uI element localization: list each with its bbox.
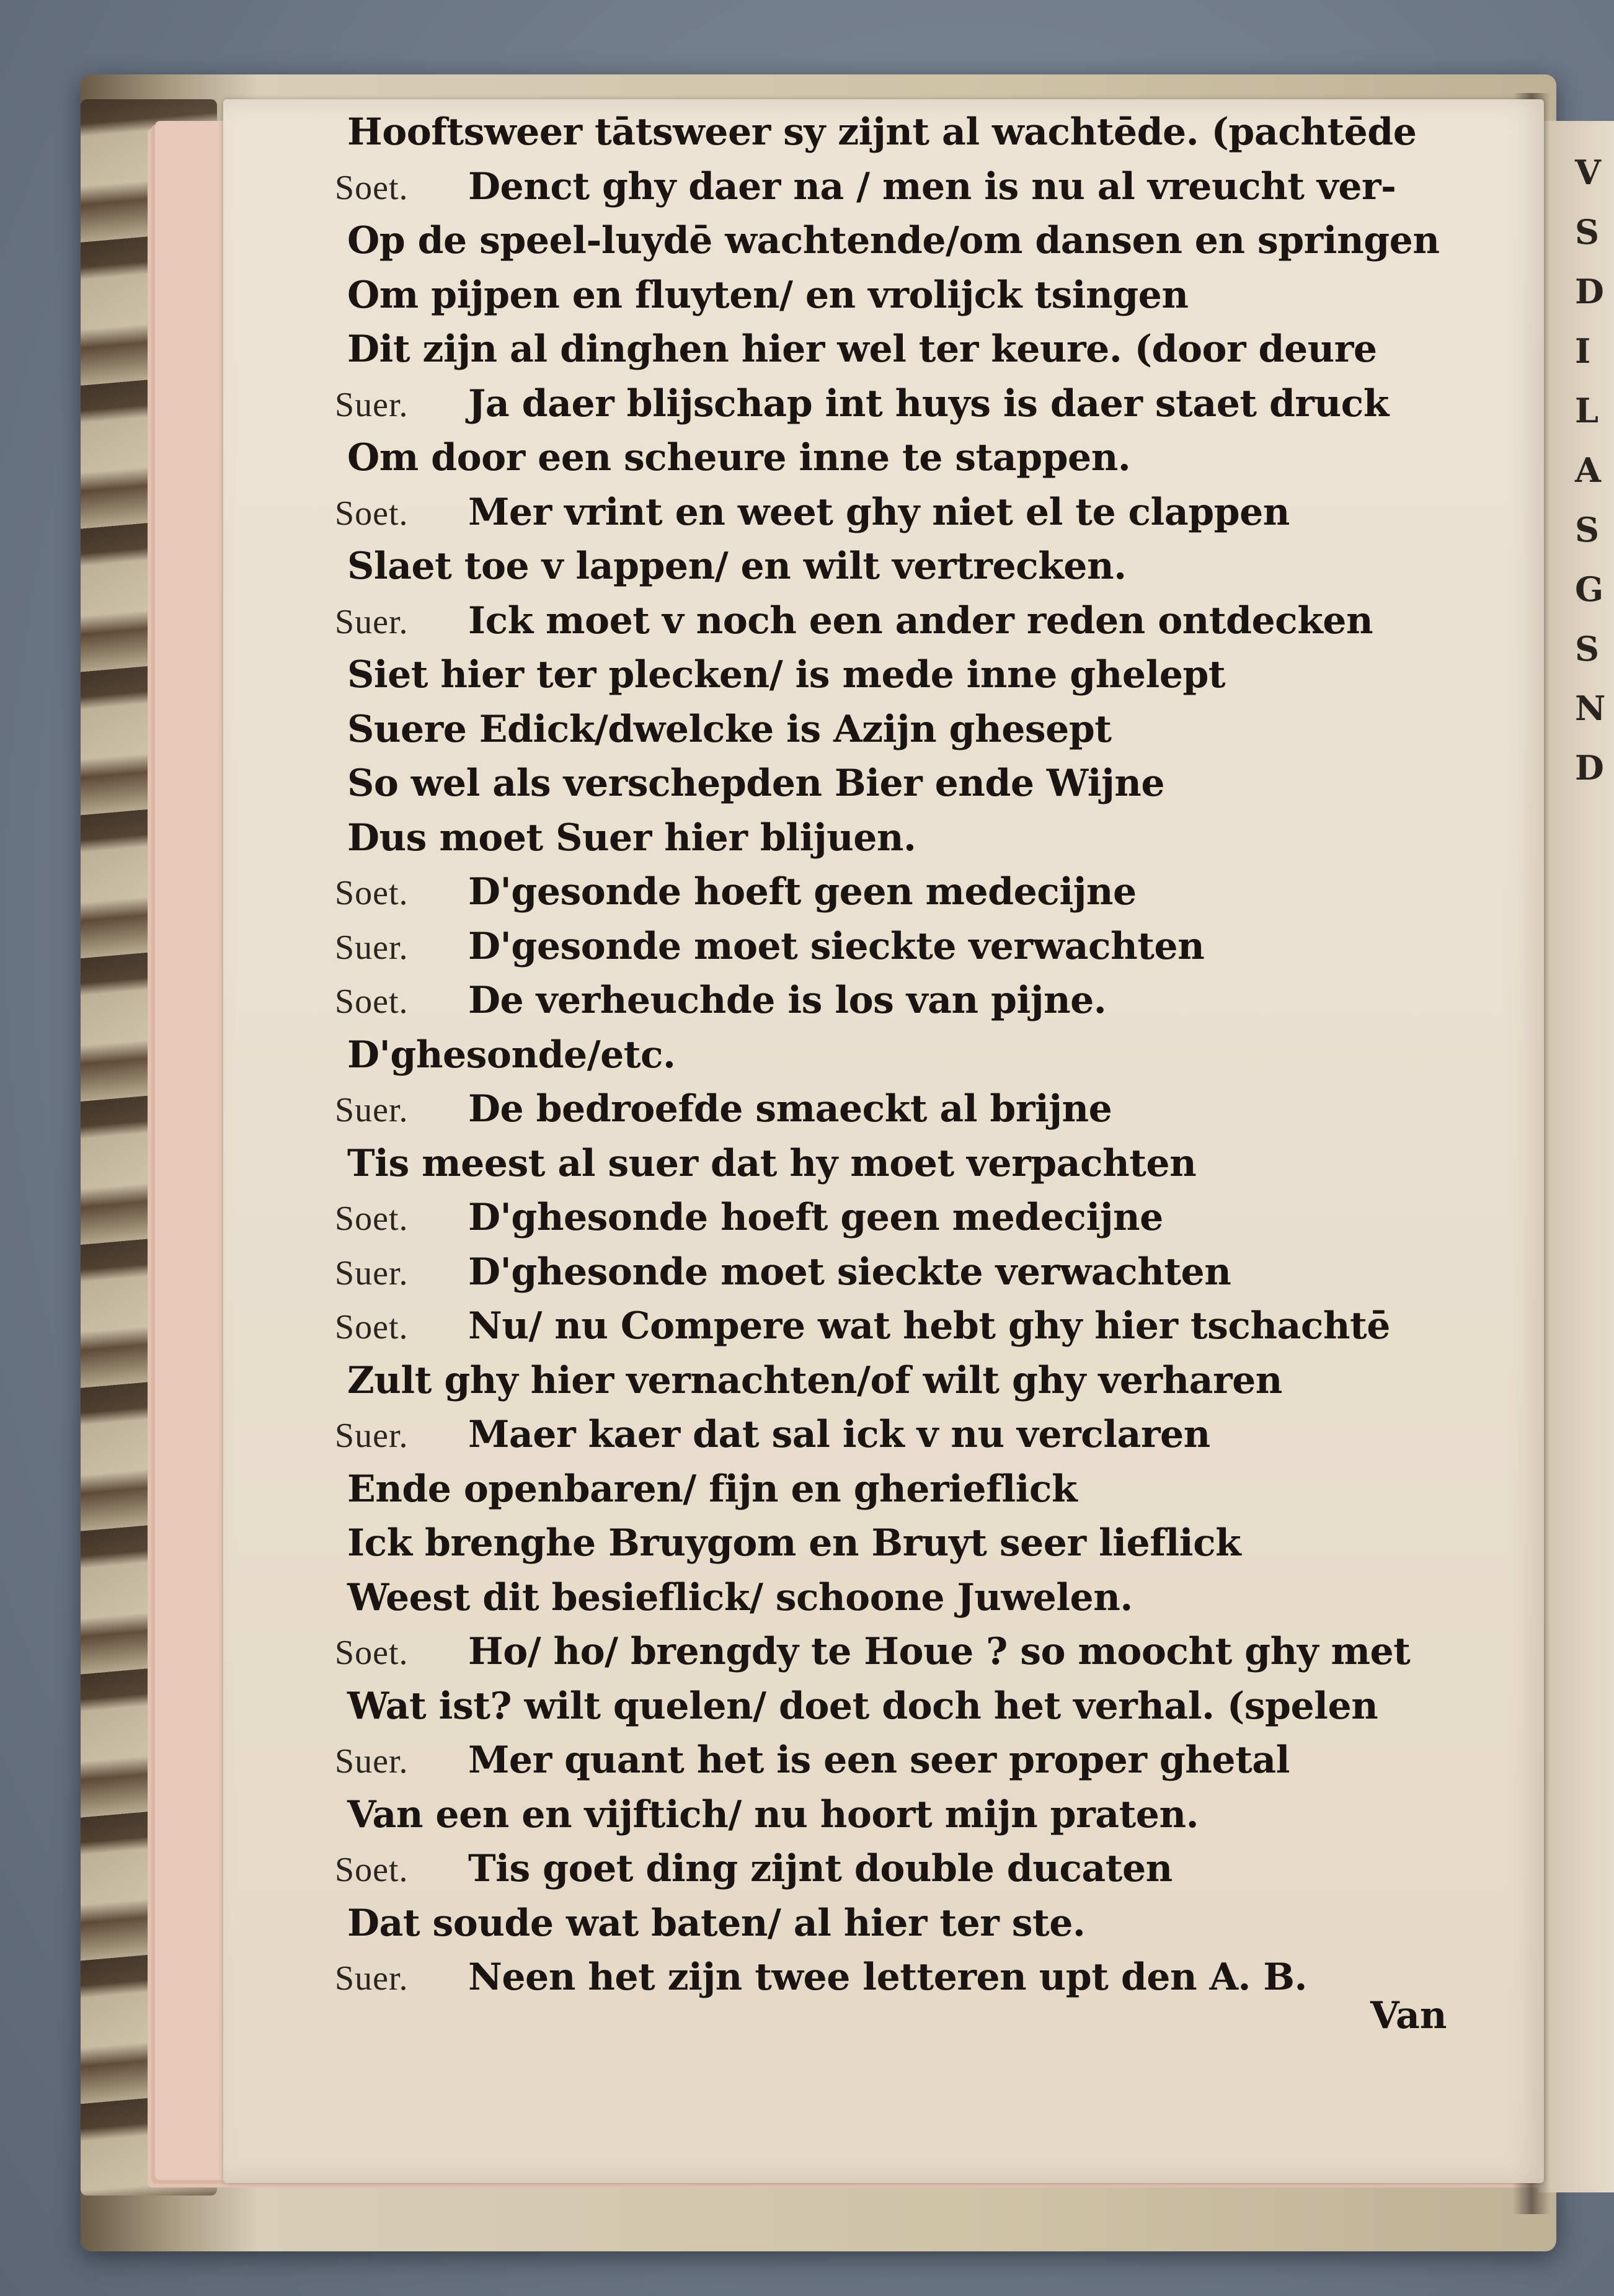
verse-line (347, 1680, 1525, 1734)
verse-line (335, 1408, 1525, 1462)
verse-text-line: Om pijpen en fluyten/ en vrolijck tsingen (347, 273, 1189, 317)
verse-text-line: Ick moet v noch een ander reden ontdecken (468, 598, 1373, 643)
verse-line (347, 757, 1525, 811)
verse-line (335, 920, 1525, 974)
verse-line (347, 1462, 1525, 1517)
verse-line (347, 1571, 1525, 1626)
verse-text-line: Slaet toe v lappen/ en wilt vertrecken. (347, 545, 1127, 588)
verse-line (335, 1191, 1525, 1245)
verse-text-line: Siet hier ter plecken/ is mede inne ghelept (347, 653, 1226, 696)
facing-page-letter: S (1575, 629, 1599, 669)
speaker-label: Suer. (335, 1091, 409, 1129)
speaker-label: Suer. (335, 1253, 409, 1293)
verse-text-line: Dat soude wat baten/ al hier ter ste. (347, 1901, 1086, 1945)
verse-line (347, 1897, 1525, 1951)
speaker-label: Suer. (335, 385, 409, 424)
speaker-label: Suer. (335, 1742, 409, 1781)
verse-line (347, 1354, 1525, 1408)
verse-text-line: Denct ghy daer na / men is nu al vreucht ver- (468, 164, 1396, 208)
verse-line (335, 1733, 1525, 1788)
verse-text-line: D'ghesonde/etc. (347, 1033, 676, 1077)
verse-text-line: Hooftsweer tātsweer sy zijnt al wachtēde. (pachtēde (347, 110, 1417, 154)
verse-text-line: Tis meest al suer dat hy moet verpachten (347, 1141, 1197, 1185)
verse-line (335, 1299, 1525, 1354)
speaker-label: Soet. (335, 1634, 409, 1672)
speaker-label: Soet. (335, 874, 409, 912)
verse-text-line: Mer vrint en weet ghy niet el te clappen (468, 490, 1290, 534)
verse-text-line: Suere Edick/dwelcke is Azijn ghesept (347, 707, 1112, 751)
facing-page-letter: V (1575, 153, 1601, 192)
facing-page-letter: D (1575, 272, 1604, 311)
facing-page-letter: S (1575, 510, 1599, 550)
facing-page-letter: L (1575, 391, 1598, 430)
verse-text-line: Nu/ nu Compere wat hebt ghy hier tschachtē (468, 1304, 1390, 1348)
speaker-label: Soet. (335, 1199, 409, 1238)
verse-text-line: Op de speel-luydē wachtende/om dansen en springen (347, 219, 1440, 262)
speaker-label: Soet. (335, 982, 409, 1021)
verse-text-line: Zult ghy hier vernachten/of wilt ghy verharen (347, 1358, 1282, 1402)
verse-line (335, 486, 1525, 540)
verse-line (335, 1625, 1525, 1680)
verse-text-line: D'ghesonde hoeft geen medecijne (468, 1196, 1163, 1239)
speaker-label: Suer. (335, 928, 409, 967)
speaker-label: Soet. (335, 168, 409, 207)
verse-text-line: De bedroefde smaeckt al brijne (468, 1087, 1112, 1131)
verse-text-line: Dit zijn al dinghen hier wel ter keure. (door deure (347, 327, 1377, 371)
speaker-label: Soet. (335, 494, 409, 533)
facing-page-letter: N (1575, 688, 1606, 728)
verse-text-line: Ja daer blijschap int huys is daer staet druck (468, 381, 1389, 425)
verse-line (335, 1245, 1525, 1300)
verse-line (347, 1028, 1525, 1083)
verse-line (347, 1137, 1525, 1191)
speaker-label: Suer. (335, 1959, 409, 1998)
verse-line (347, 1516, 1525, 1571)
verse-line (335, 1082, 1525, 1137)
verse-line (347, 703, 1525, 757)
verse-line (335, 974, 1525, 1028)
verse-text-line: Van een en vijftich/ nu hoort mijn praten. (347, 1792, 1199, 1836)
verse-line (335, 1842, 1525, 1897)
verse-text-line: De verheuchde is los van pijne. (468, 979, 1107, 1022)
verse-text-line: Ende openbaren/ fijn en gherieflick (347, 1467, 1078, 1511)
facing-page-letter: S (1575, 212, 1599, 252)
verse-line (347, 648, 1525, 703)
verse-text-line: Ho/ ho/ brengdy te Houe ? so moocht ghy met (468, 1630, 1411, 1673)
verse-text-line: Ick brenghe Bruygom en Bruyt seer lieflick (347, 1521, 1241, 1565)
facing-page-letter: D (1575, 748, 1604, 788)
verse-line (347, 323, 1525, 377)
verse-text-line: Neen het zijn twee letteren upt den A. B. (468, 1956, 1307, 1999)
verse-line (347, 431, 1525, 486)
verse-text-line: D'gesonde moet sieckte verwachten (468, 924, 1205, 968)
verse-text-line: Mer quant het is een seer proper ghetal (468, 1738, 1290, 1782)
verse-line (335, 1951, 1525, 2005)
verse-text-line: Tis goet ding zijnt double ducaten (468, 1847, 1173, 1890)
speaker-label: Suer. (335, 602, 409, 641)
verse-line (347, 105, 1525, 160)
verse-line (347, 540, 1525, 594)
catchword: Van (1370, 1994, 1447, 2037)
speaker-label: Soet. (335, 1851, 409, 1889)
verse-text-line: So wel als verschepden Bier ende Wijne (347, 762, 1165, 805)
verse-line (347, 214, 1525, 269)
verse-text-line: Maer kaer dat sal ick v nu verclaren (468, 1413, 1210, 1456)
verse-line (347, 269, 1525, 323)
verse-text-line: D'ghesonde moet sieckte verwachten (468, 1250, 1231, 1294)
facing-page-letter: I (1575, 331, 1591, 371)
verse-text (335, 105, 1525, 2005)
facing-page-letter: A (1575, 450, 1601, 490)
verse-text-line: D'gesonde hoeft geen medecijne (468, 870, 1137, 914)
verse-line (335, 594, 1525, 649)
verse-text-line: Om door een scheure inne te stappen. (347, 436, 1131, 479)
speaker-label: Suer. (335, 1417, 409, 1455)
verse-line (347, 811, 1525, 866)
verse-line (347, 1788, 1525, 1843)
facing-page-letter: G (1575, 569, 1604, 609)
verse-text-line: Weest dit besieflick/ schoone Juwelen. (347, 1575, 1133, 1619)
verse-line (335, 865, 1525, 920)
verse-line (335, 160, 1525, 215)
verse-text-line: Dus moet Suer hier blijuen. (347, 816, 916, 860)
verse-line (335, 377, 1525, 432)
speaker-label: Soet. (335, 1308, 409, 1346)
verse-text-line: Wat ist? wilt quelen/ doet doch het verhal. (spelen (347, 1684, 1378, 1728)
facing-page-letters (1575, 143, 1612, 798)
